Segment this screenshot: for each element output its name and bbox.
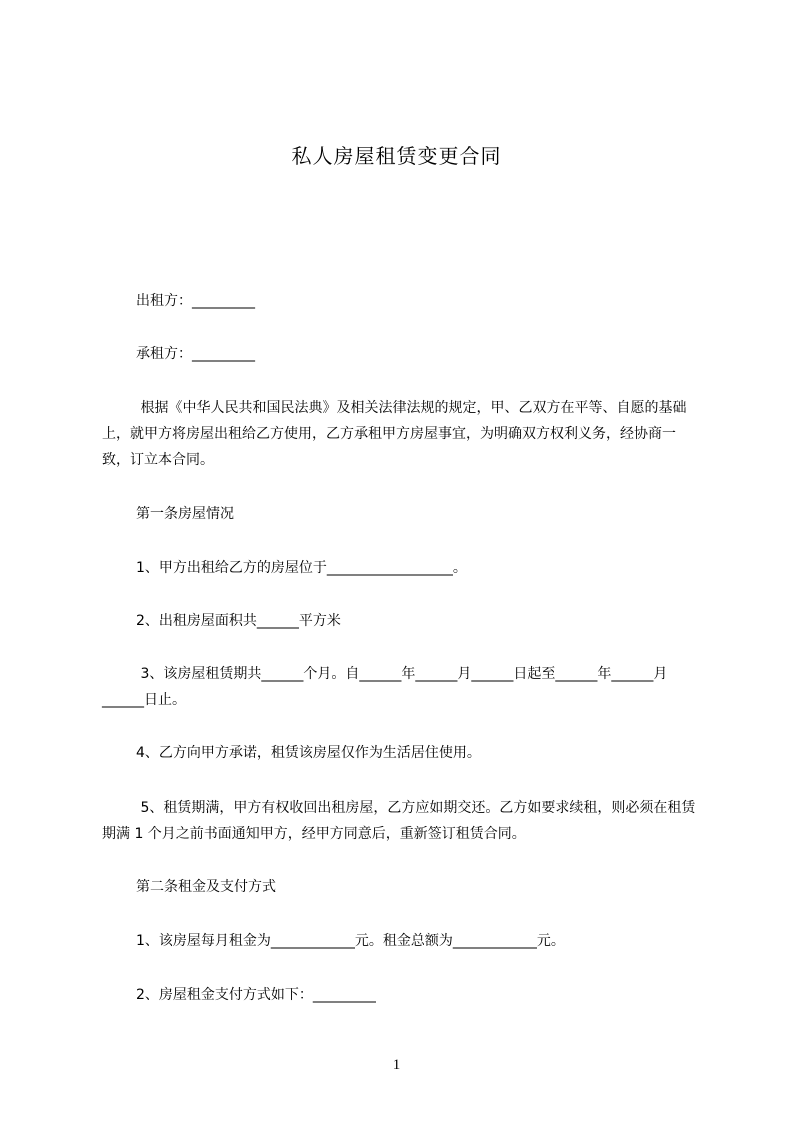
article1-heading: 第一条房屋情况 [136, 506, 234, 522]
article1-item4: 4、乙方向甲方承诺，租赁该房屋仅作为生活居住使用。 [136, 745, 481, 761]
article1-item5: 5、租赁期满，甲方有权收回出租房屋，乙方应如期交还。乙方如要求续租，则必须在租赁期满 1 个月之前书面通知甲方，经甲方同意后，重新签订租赁合同。 [102, 800, 696, 842]
article1-item2: 2、出租房屋面积共______平方米 [136, 613, 341, 629]
article2-item1: 1、该房屋每月租金为____________元。租金总额为____________元。 [136, 933, 565, 949]
page-number: 1 [392, 1057, 401, 1073]
preamble-paragraph: 根据《中华人民共和国民法典》及相关法律法规的规定，甲、乙双方在平等、自愿的基础上，就甲方将房屋出租给乙方使用，乙方承租甲方房屋事宜，为明确双方权利义务，经协商一致，订立本合同。 [102, 400, 687, 468]
article2-item2: 2、房屋租金支付方式如下：_________ [136, 987, 376, 1003]
article1-item3: 3、该房屋租赁期共______个月。自______年______月______日起至______年______月______日止。 [102, 666, 668, 708]
lessee-line: 承租方：_________ [136, 346, 255, 362]
page-title: 私人房屋租赁变更合同 [291, 144, 502, 168]
lessor-line: 出租方：_________ [136, 293, 255, 309]
article2-heading: 第二条租金及支付方式 [136, 879, 276, 895]
article1-item1: 1、甲方出租给乙方的房屋位于__________________。 [136, 560, 467, 576]
